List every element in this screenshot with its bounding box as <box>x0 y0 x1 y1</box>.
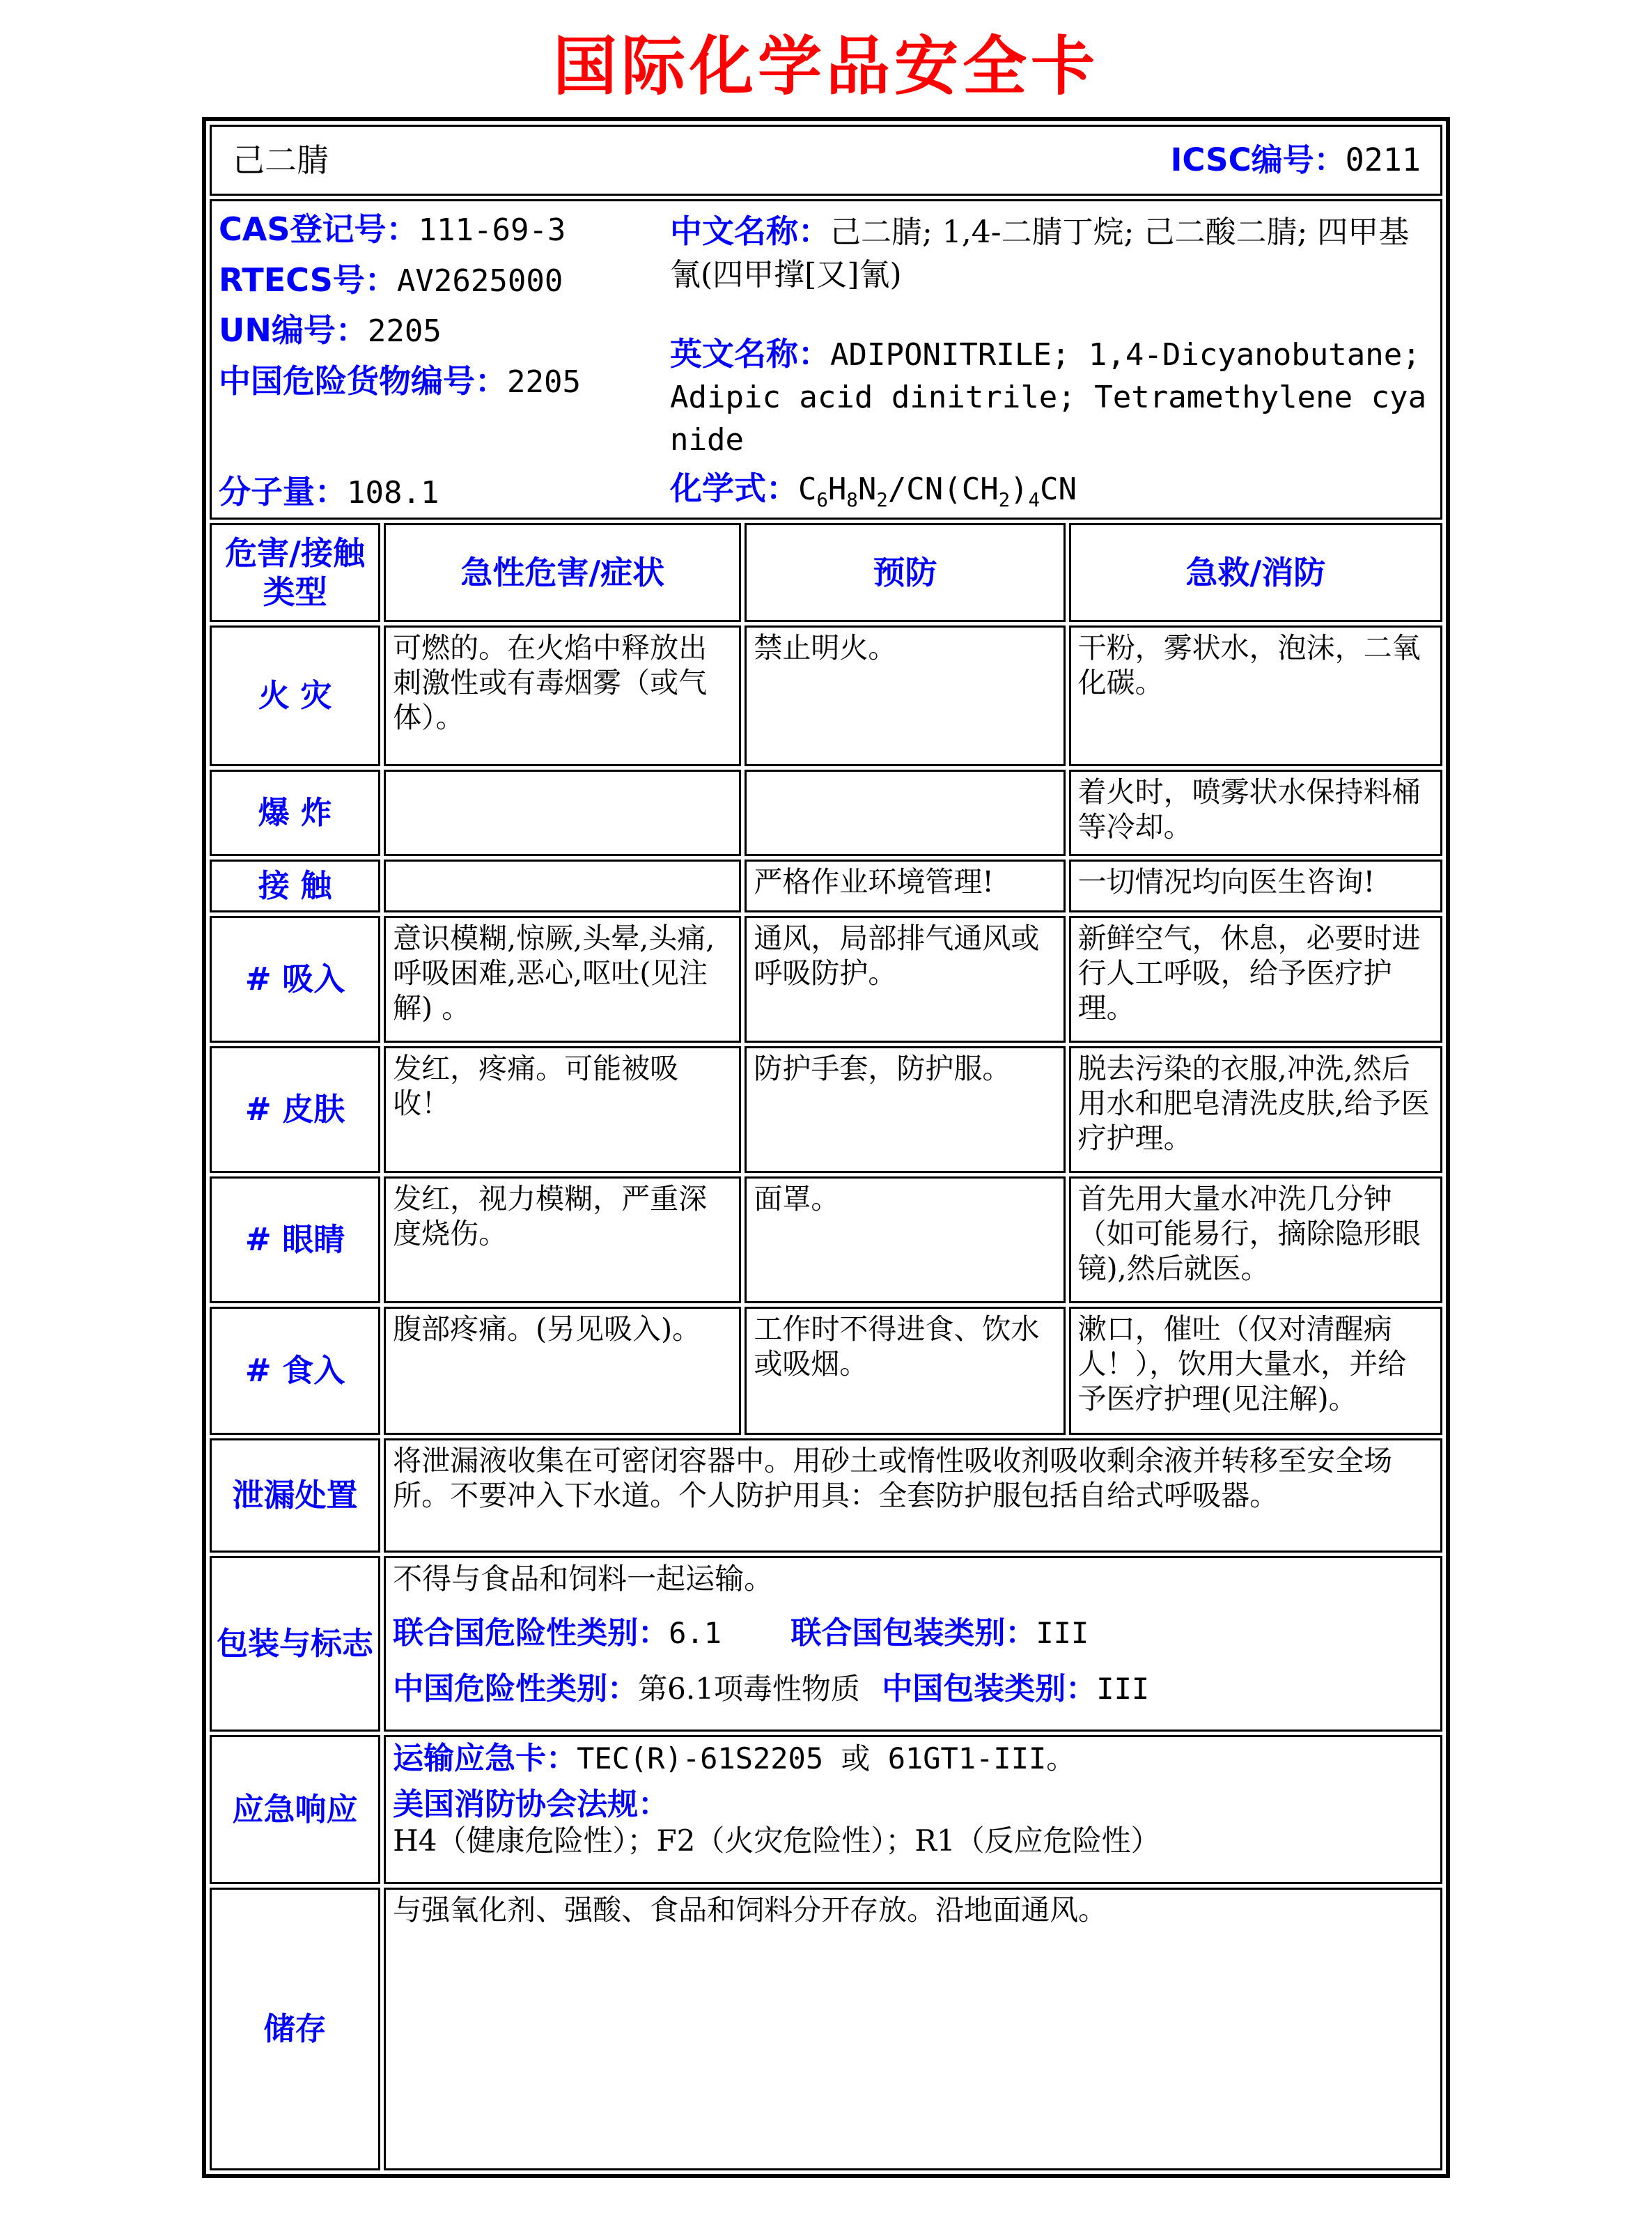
china-dg-number-line <box>219 362 670 401</box>
rtecs-number-line <box>219 261 670 300</box>
hazard-row-fire <box>210 625 1442 766</box>
emergency-row <box>210 1735 1442 1884</box>
explosion-firstaid: 着火时，喷雾状水保持料桶等冷却。 <box>1069 770 1442 856</box>
hazard-row-exposure <box>210 860 1442 912</box>
titlebar <box>212 127 1440 194</box>
eyes-firstaid: 首先用大量水冲洗几分钟（如可能易行，摘除隐形眼镜),然后就医。 <box>1069 1176 1442 1303</box>
spill-label: 泄漏处置 <box>210 1438 380 1553</box>
header-type: 危害/接触类型 <box>210 523 380 622</box>
substance-name: 己二腈 <box>233 141 329 179</box>
english-name-value: ADIPONITRILE; 1,4-Dicyanobutane; Adipic acid dinitrile; Tetramethylene cyanide <box>670 337 1427 458</box>
names-column <box>670 204 1433 515</box>
storage-label: 储存 <box>210 1888 380 2170</box>
hazard-header-row <box>210 523 1442 622</box>
molecular-weight-label: 分子量： <box>219 473 347 511</box>
un-hazard-class-value: 6.1 <box>669 1616 722 1651</box>
un-value: 2205 <box>367 313 442 350</box>
icsc-label: ICSC编号： <box>1170 141 1346 178</box>
un-pack-group-value: III <box>1036 1616 1089 1651</box>
emergency-label: 应急响应 <box>210 1735 380 1884</box>
eyes-symptoms: 发红，视力模糊，严重深度烧伤。 <box>384 1176 741 1303</box>
tec-label: 运输应急卡： <box>393 1741 577 1776</box>
packaging-note: 不得与食品和饲料一起运输。 <box>393 1562 774 1596</box>
english-name-block <box>670 332 1433 461</box>
icsc-value: 0211 <box>1345 141 1421 178</box>
rtecs-value: AV2625000 <box>396 263 563 299</box>
spill-text: 将泄漏液收集在可密闭容器中。用砂土或惰性吸收剂吸收剩余液并转移至安全场所。不要冲入下水道。个人防护用具：全套防护服包括自给式呼吸器。 <box>384 1438 1442 1553</box>
chinese-name-label: 中文名称： <box>670 212 830 250</box>
header-firstaid: 急救/消防 <box>1069 523 1442 622</box>
safety-card-table <box>202 117 1450 2178</box>
hazard-row-inhalation <box>210 916 1442 1043</box>
nfpa-line <box>393 1786 1433 1859</box>
skin-symptoms: 发红，疼痛。可能被吸收！ <box>384 1046 741 1173</box>
explosion-symptoms <box>384 770 741 856</box>
tec-value: TEC(R)-61S2205 或 61GT1-III。 <box>577 1741 1076 1775</box>
china-dg-label: 中国危险货物编号： <box>219 362 507 401</box>
nfpa-label: 美国消防协会法规： <box>393 1786 669 1822</box>
ingestion-firstaid: 漱口，催吐（仅对清醒病人！），饮用大量水，并给予医疗护理(见注解)。 <box>1069 1307 1442 1435</box>
page-title: 国际化学品安全卡 <box>552 29 1099 104</box>
un-number-line <box>219 311 670 350</box>
molecular-weight-value: 108.1 <box>347 475 439 511</box>
molecular-weight-line <box>219 472 670 512</box>
formula-label: 化学式： <box>670 469 798 507</box>
skin-firstaid: 脱去污染的衣服,冲洗,然后用水和肥皂清洗皮肤,给予医疗护理。 <box>1069 1046 1442 1173</box>
cn-classification-line <box>393 1670 1433 1708</box>
cn-pack-group-value: III <box>1096 1671 1150 1706</box>
exposure-firstaid: 一切情况均向医生咨询! <box>1069 860 1442 912</box>
inhalation-prevention: 通风，局部排气通风或呼吸防护。 <box>745 916 1065 1043</box>
skin-prevention: 防护手套，防护服。 <box>745 1046 1065 1173</box>
tec-line <box>393 1740 1433 1778</box>
inhalation-symptoms: 意识模糊,惊厥,头晕,头痛,呼吸困难,恶心,呕吐(见注解) 。 <box>384 916 741 1043</box>
fire-label: 火 灾 <box>210 625 380 766</box>
ingestion-prevention: 工作时不得进食、饮水或吸烟。 <box>745 1307 1065 1435</box>
rtecs-label: RTECS号： <box>219 261 397 299</box>
exposure-prevention: 严格作业环境管理! <box>745 860 1065 912</box>
cn-hazard-class-label: 中国危险性类别： <box>393 1670 639 1707</box>
english-name-label: 英文名称： <box>670 335 830 373</box>
packaging-label: 包装与标志 <box>210 1556 380 1732</box>
identification-row <box>210 199 1442 520</box>
fire-symptoms: 可燃的。在火焰中释放出刺激性或有毒烟雾（或气体）。 <box>384 625 741 766</box>
icsc-number <box>1171 141 1429 180</box>
emergency-cell <box>384 1735 1442 1884</box>
cas-label: CAS登记号： <box>219 210 419 248</box>
inhalation-label: # 吸入 <box>210 916 380 1043</box>
cn-hazard-class-value: 第6.1项毒性物质 <box>638 1671 860 1706</box>
header-symptoms: 急性危害/症状 <box>384 523 741 622</box>
hazard-row-explosion <box>210 770 1442 856</box>
cn-pack-group <box>882 1672 1149 1706</box>
hazard-row-skin <box>210 1046 1442 1173</box>
fire-prevention: 禁止明火。 <box>745 625 1065 766</box>
card-header-cell <box>210 125 1442 196</box>
card-header-row <box>210 125 1442 196</box>
packaging-cell <box>384 1556 1442 1732</box>
storage-row <box>210 1888 1442 2170</box>
hazard-row-eyes <box>210 1176 1442 1303</box>
un-classification-line <box>393 1615 1433 1652</box>
un-hazard-class-label: 联合国危险性类别： <box>393 1615 669 1651</box>
storage-text: 与强氧化剂、强酸、食品和饲料分开存放。沿地面通风。 <box>384 1888 1442 2170</box>
un-pack-group-label: 联合国包装类别： <box>790 1615 1036 1651</box>
un-hazard-class <box>393 1616 722 1650</box>
eyes-prevention: 面罩。 <box>745 1176 1065 1303</box>
formula-line <box>670 469 1433 512</box>
hazard-row-ingestion <box>210 1307 1442 1435</box>
cas-value: 111-69-3 <box>418 212 566 248</box>
exposure-symptoms <box>384 860 741 912</box>
identifier-column <box>219 204 670 515</box>
eyes-label: # 眼睛 <box>210 1176 380 1303</box>
chinese-name-block <box>670 210 1433 296</box>
chinese-name-value: 己二腈; 1,4-二腈丁烷; 己二酸二腈; 四甲基氰(四甲撑[又]氰) <box>670 215 1410 293</box>
identification-cell <box>210 199 1442 520</box>
cn-hazard-class <box>393 1672 860 1706</box>
un-pack-group <box>790 1616 1089 1650</box>
exposure-label: 接 触 <box>210 860 380 912</box>
explosion-prevention <box>745 770 1065 856</box>
nfpa-value: H4（健康危险性）；F2（火灾危险性）；R1（反应危险性） <box>393 1824 1160 1858</box>
un-label: UN编号： <box>219 311 368 350</box>
identification-grid <box>219 204 1433 515</box>
header-prevention: 预防 <box>745 523 1065 622</box>
explosion-label: 爆 炸 <box>210 770 380 856</box>
cn-pack-group-label: 中国包装类别： <box>882 1670 1097 1707</box>
spill-row <box>210 1438 1442 1553</box>
ingestion-symptoms: 腹部疼痛。(另见吸入)。 <box>384 1307 741 1435</box>
ingestion-label: # 食入 <box>210 1307 380 1435</box>
inhalation-firstaid: 新鲜空气，休息，必要时进行人工呼吸，给予医疗护理。 <box>1069 916 1442 1043</box>
china-dg-value: 2205 <box>507 364 581 401</box>
chemical-formula: $C_6H_8N_2/CN(CH_2)_4CN$ <box>798 471 1077 511</box>
cas-number-line <box>219 210 670 249</box>
fire-firstaid: 干粉，雾状水，泡沫，二氧化碳。 <box>1069 625 1442 766</box>
packaging-row <box>210 1556 1442 1732</box>
skin-label: # 皮肤 <box>210 1046 380 1173</box>
